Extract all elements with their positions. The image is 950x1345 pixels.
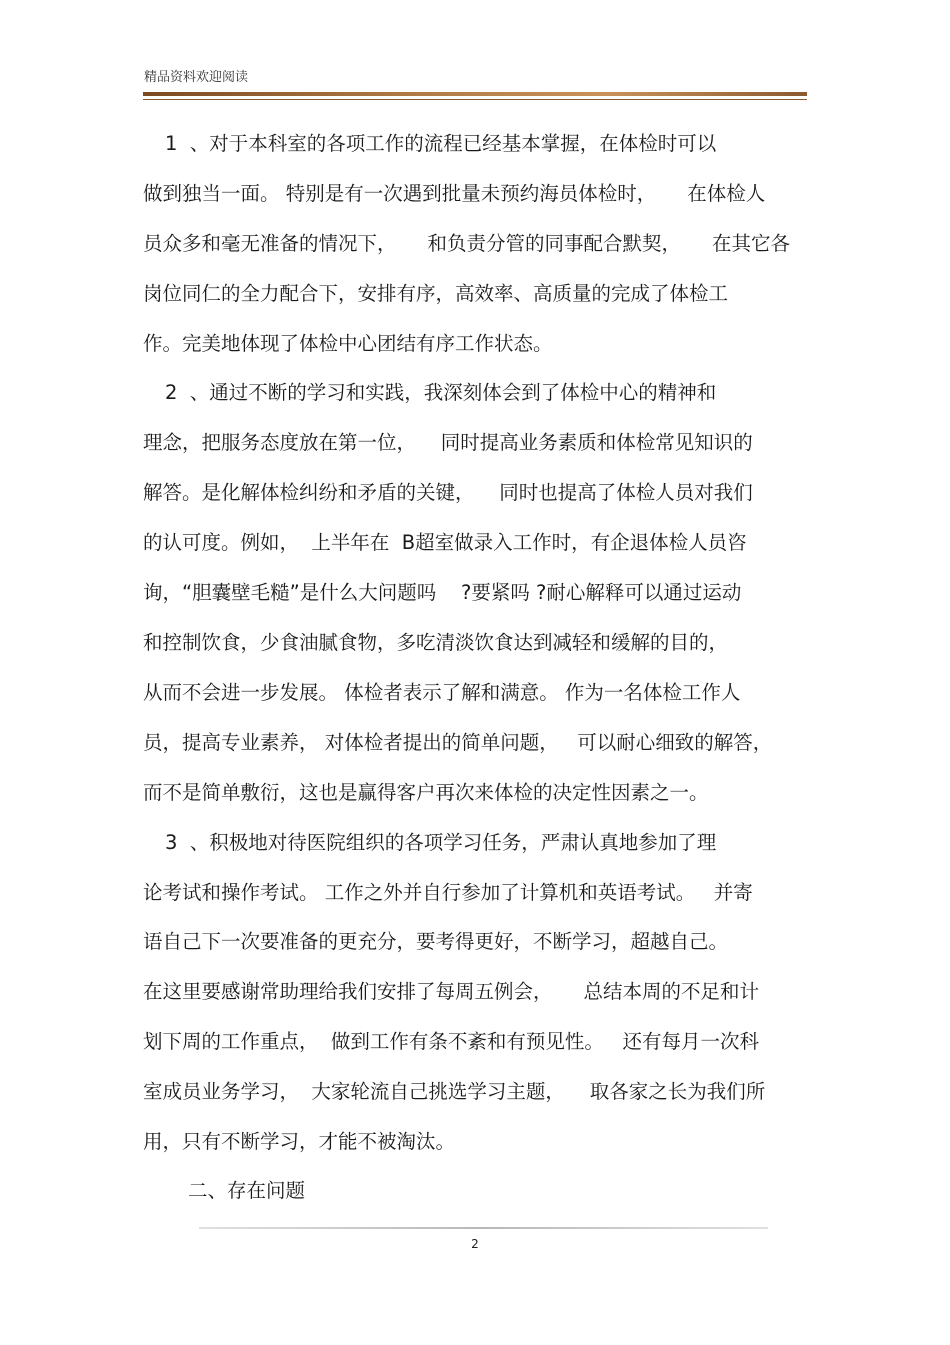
text-line: 岗位同仁的全力配合下，安排有序，高效率、高质量的完成了体检工 [143,282,729,305]
text-line: 做到独当一面。 特别是有一次遇到批量未预约海员体检时， 在体检人 [143,182,766,205]
header-rule [143,92,807,96]
text-line: 室成员业务学习， 大家轮流自己挑选学习主题， 取各家之长为我们所 [143,1080,766,1103]
text-line: 和控制饮食，少食油腻食物，多吃清淡饮食达到减轻和缓解的目的， [143,631,729,654]
header-rule-thin [143,99,807,100]
page-number: 2 [471,1237,479,1251]
text-line: 理念，把服务态度放在第一位， 同时提高业务素质和体检常见知识的 [143,431,753,454]
text-line: 3 、积极地对待医院组织的各项学习任务，严肃认真地参加了理 [165,831,717,854]
text-line: 2 、通过不断的学习和实践，我深刻体会到了体检中心的精神和 [165,381,717,404]
text-line: 1 、对于本科室的各项工作的流程已经基本掌握，在体检时可以 [165,132,717,155]
text-line: 询，“胆囊壁毛糙”是什么大问题吗 ?要紧吗 ?耐心解释可以通过运动 [143,581,742,604]
text-line: 从而不会进一步发展。 体检者表示了解和满意。 作为一名体检工作人 [143,681,741,704]
text-line: 在这里要感谢常助理给我们安排了每周五例会， 总结本周的不足和计 [143,980,759,1003]
text-line: 划下周的工作重点， 做到工作有条不紊和有预见性。 还有每月一次科 [143,1030,759,1053]
footer-rule [199,1227,768,1229]
text-line: 员，提高专业素养， 对体检者提出的简单问题， 可以耐心细致的解答， [143,731,773,754]
text-line: 作。完美地体现了体检中心团结有序工作状态。 [143,332,553,355]
text-line: 员众多和毫无准备的情况下， 和负责分管的同事配合默契， 在其它各 [143,232,790,255]
section-heading: 二、存在问题 [188,1179,306,1202]
text-line: 解答。是化解体检纠纷和矛盾的关键， 同时也提高了体检人员对我们 [143,481,753,504]
text-line: 论考试和操作考试。 工作之外并自行参加了计算机和英语考试。 并寄 [143,881,753,904]
page-header-text: 精品资料欢迎阅读 [144,70,249,85]
text-line: 语自己下一次要准备的更充分，要考得更好，不断学习，超越自己。 [143,930,729,953]
text-line: 用，只有不断学习，才能不被淘汰。 [143,1130,456,1153]
text-line: 而不是简单敷衍，这也是赢得客户再次来体检的决定性因素之一。 [143,781,709,804]
text-line: 的认可度。例如， 上半年在 B超室做录入工作时，有企退体检人员咨 [143,531,747,554]
